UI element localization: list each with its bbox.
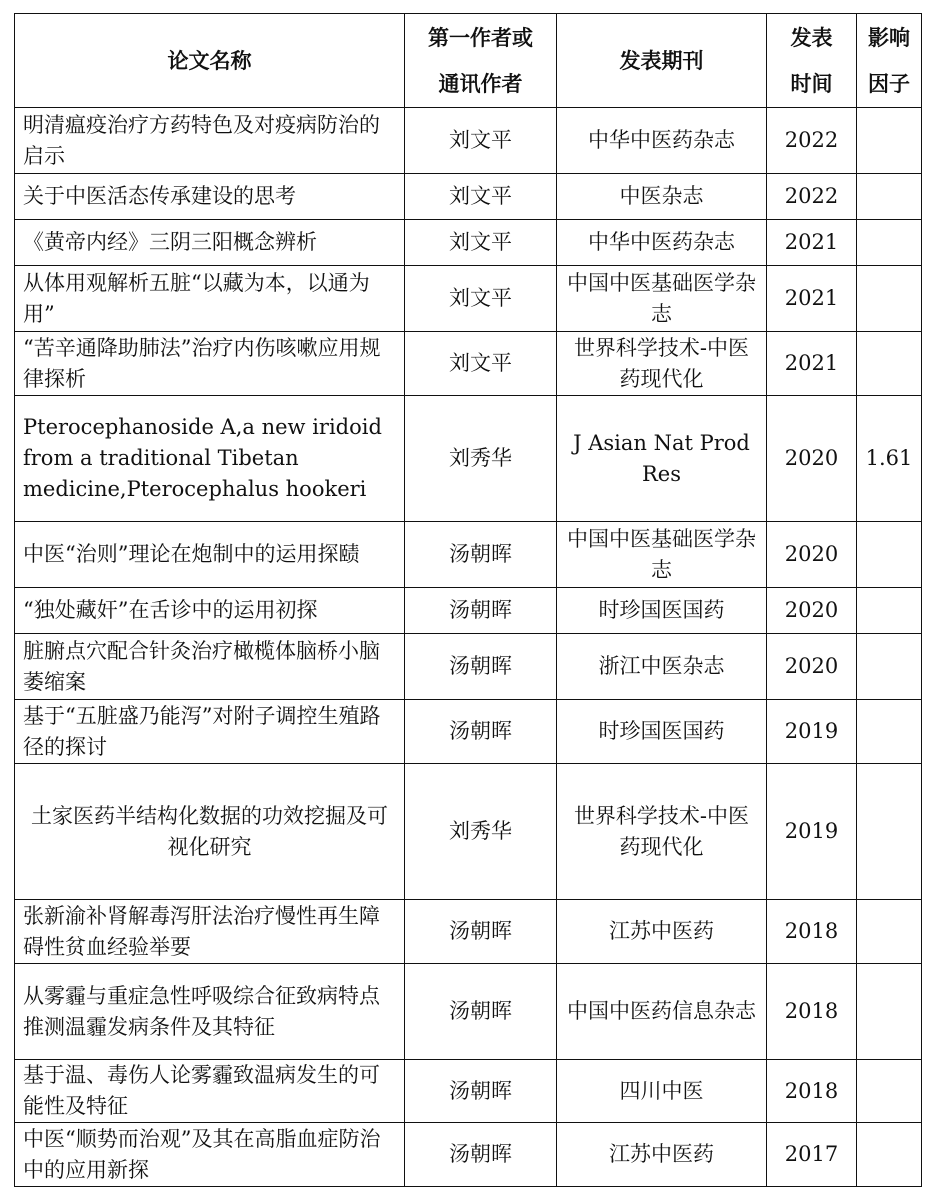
paper-year: 2021 bbox=[767, 220, 857, 266]
paper-year: 2018 bbox=[767, 1060, 857, 1123]
paper-year: 2021 bbox=[767, 266, 857, 332]
paper-journal: 世界科学技术-中医药现代化 bbox=[557, 764, 767, 900]
paper-journal: J Asian Nat Prod Res bbox=[557, 396, 767, 522]
paper-year: 2018 bbox=[767, 964, 857, 1060]
paper-year: 2022 bbox=[767, 174, 857, 220]
table-row bbox=[15, 108, 922, 174]
paper-year: 2020 bbox=[767, 522, 857, 588]
paper-year: 2018 bbox=[767, 900, 857, 964]
paper-year: 2017 bbox=[767, 1123, 857, 1187]
table-row bbox=[15, 900, 922, 964]
paper-author: 刘文平 bbox=[405, 108, 557, 174]
paper-author: 刘秀华 bbox=[405, 764, 557, 900]
table-row bbox=[15, 220, 922, 266]
paper-journal: 中国中医药信息杂志 bbox=[557, 964, 767, 1060]
paper-journal: 时珍国医国药 bbox=[557, 700, 767, 764]
paper-impact bbox=[857, 700, 922, 764]
paper-author: 汤朝晖 bbox=[405, 634, 557, 700]
paper-author: 汤朝晖 bbox=[405, 964, 557, 1060]
header-row bbox=[15, 14, 922, 108]
paper-author: 汤朝晖 bbox=[405, 1060, 557, 1123]
paper-impact bbox=[857, 634, 922, 700]
paper-journal: 江苏中医药 bbox=[557, 1123, 767, 1187]
paper-year: 2021 bbox=[767, 332, 857, 396]
paper-impact bbox=[857, 174, 922, 220]
paper-title: 关于中医活态传承建设的思考 bbox=[15, 174, 405, 220]
paper-title: 基于温、毒伤人论雾霾致温病发生的可能性及特征 bbox=[15, 1060, 405, 1123]
paper-year: 2019 bbox=[767, 764, 857, 900]
paper-title: 张新渝补肾解毒泻肝法治疗慢性再生障碍性贫血经验举要 bbox=[15, 900, 405, 964]
paper-journal: 世界科学技术-中医药现代化 bbox=[557, 332, 767, 396]
paper-journal: 中医杂志 bbox=[557, 174, 767, 220]
table-row bbox=[15, 588, 922, 634]
table-row bbox=[15, 174, 922, 220]
table-row bbox=[15, 332, 922, 396]
paper-journal: 江苏中医药 bbox=[557, 900, 767, 964]
paper-year: 2019 bbox=[767, 700, 857, 764]
paper-title: 从体用观解析五脏“以藏为本，以通为用” bbox=[15, 266, 405, 332]
paper-title: 从雾霾与重症急性呼吸综合征致病特点推测温霾发病条件及其特征 bbox=[15, 964, 405, 1060]
papers-table bbox=[14, 13, 922, 1187]
paper-title: 中医“治则”理论在炮制中的运用探赜 bbox=[15, 522, 405, 588]
paper-title: Pterocephanoside A,a new iridoid from a traditional Tibetan medicine,Pterocephalus hookeri bbox=[15, 396, 405, 522]
paper-impact bbox=[857, 266, 922, 332]
paper-impact bbox=[857, 220, 922, 266]
paper-impact: 1.61 bbox=[857, 396, 922, 522]
paper-title: 中医“顺势而治观”及其在高脂血症防治中的应用新探 bbox=[15, 1123, 405, 1187]
paper-title: 脏腑点穴配合针灸治疗橄榄体脑桥小脑萎缩案 bbox=[15, 634, 405, 700]
paper-impact bbox=[857, 588, 922, 634]
paper-title: 《黄帝内经》三阴三阳概念辨析 bbox=[15, 220, 405, 266]
paper-author: 汤朝晖 bbox=[405, 588, 557, 634]
paper-impact bbox=[857, 900, 922, 964]
header-author: 第一作者或 通讯作者 bbox=[405, 14, 557, 108]
paper-journal: 时珍国医国药 bbox=[557, 588, 767, 634]
paper-year: 2020 bbox=[767, 588, 857, 634]
paper-impact bbox=[857, 332, 922, 396]
paper-author: 刘文平 bbox=[405, 220, 557, 266]
paper-author: 刘文平 bbox=[405, 174, 557, 220]
paper-title: “独处藏奸”在舌诊中的运用初探 bbox=[15, 588, 405, 634]
table-row bbox=[15, 964, 922, 1060]
paper-impact bbox=[857, 1060, 922, 1123]
header-year: 发表 时间 bbox=[767, 14, 857, 108]
paper-title: 土家医药半结构化数据的功效挖掘及可视化研究 bbox=[15, 764, 405, 900]
header-impact: 影响 因子 bbox=[857, 14, 922, 108]
table-row bbox=[15, 1060, 922, 1123]
paper-journal: 中国中医基础医学杂志 bbox=[557, 266, 767, 332]
paper-impact bbox=[857, 964, 922, 1060]
paper-year: 2020 bbox=[767, 634, 857, 700]
paper-author: 汤朝晖 bbox=[405, 900, 557, 964]
paper-author: 刘秀华 bbox=[405, 396, 557, 522]
paper-journal: 中国中医基础医学杂志 bbox=[557, 522, 767, 588]
paper-journal: 中华中医药杂志 bbox=[557, 220, 767, 266]
header-journal: 发表期刊 bbox=[557, 14, 767, 108]
paper-year: 2022 bbox=[767, 108, 857, 174]
paper-author: 刘文平 bbox=[405, 266, 557, 332]
table-row bbox=[15, 396, 922, 522]
table-row bbox=[15, 764, 922, 900]
table-row bbox=[15, 700, 922, 764]
paper-impact bbox=[857, 108, 922, 174]
paper-year: 2020 bbox=[767, 396, 857, 522]
paper-journal: 浙江中医杂志 bbox=[557, 634, 767, 700]
header-title: 论文名称 bbox=[15, 14, 405, 108]
paper-journal: 四川中医 bbox=[557, 1060, 767, 1123]
paper-author: 汤朝晖 bbox=[405, 700, 557, 764]
paper-title: 明清瘟疫治疗方药特色及对疫病防治的启示 bbox=[15, 108, 405, 174]
paper-title: 基于“五脏盛乃能泻”对附子调控生殖路径的探讨 bbox=[15, 700, 405, 764]
table-row bbox=[15, 1123, 922, 1187]
paper-impact bbox=[857, 764, 922, 900]
paper-title: “苦辛通降助肺法”治疗内伤咳嗽应用规律探析 bbox=[15, 332, 405, 396]
paper-impact bbox=[857, 522, 922, 588]
paper-author: 刘文平 bbox=[405, 332, 557, 396]
table-row bbox=[15, 522, 922, 588]
table-row bbox=[15, 634, 922, 700]
paper-journal: 中华中医药杂志 bbox=[557, 108, 767, 174]
paper-author: 汤朝晖 bbox=[405, 522, 557, 588]
paper-impact bbox=[857, 1123, 922, 1187]
paper-author: 汤朝晖 bbox=[405, 1123, 557, 1187]
table-row bbox=[15, 266, 922, 332]
